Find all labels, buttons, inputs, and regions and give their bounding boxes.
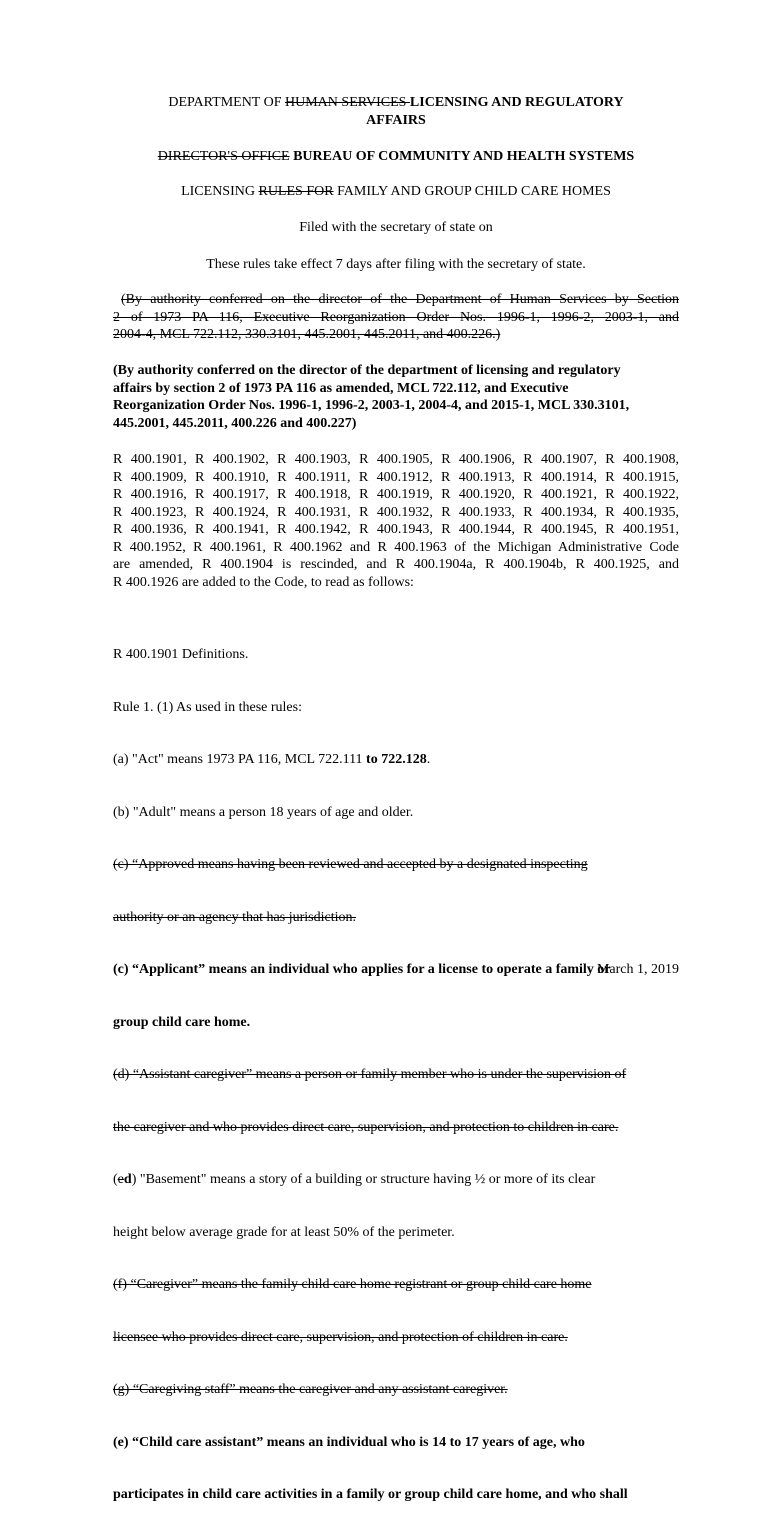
rule-list-line: R 400.1926 are added to the Code, to read as follows:	[113, 574, 414, 590]
old-authority-line: 2004-4, MCL 722.112, 330.3101, 445.2001, 445.2011, and 400.226.)	[113, 327, 501, 342]
footer-date: March 1, 2019	[596, 962, 679, 977]
rule-list	[113, 451, 679, 591]
office-new: BUREAU OF COMMUNITY AND HEALTH SYSTEMS	[289, 149, 635, 164]
rule-list-line: R 400.1909, R 400.1910, R 400.1911, R 400.1912, R 400.1913, R 400.1914, R 400.1915,	[113, 469, 679, 485]
department-heading	[113, 94, 679, 130]
dept-new-1: LICENSING AND REGULATORY	[409, 95, 624, 110]
def-a	[113, 751, 679, 769]
office-heading	[113, 148, 679, 166]
new-authority-line: affairs by section 2 of 1973 PA 116 as amended, MCL 722.112, and Executive	[113, 380, 569, 396]
rules-suffix: FAMILY AND GROUP CHILD CARE HOMES	[333, 184, 611, 199]
rules-prefix: LICENSING	[181, 184, 259, 199]
rule-list-line: are amended, R 400.1904 is rescinded, and R 400.1904a, R 400.1904b, R 400.1925, and	[113, 557, 679, 572]
def-ed-text-2: height below average grade for at least 50% of the perimeter.	[113, 1224, 455, 1240]
dept-new-2: AFFAIRS	[366, 113, 426, 128]
new-authority-line: Reorganization Order Nos. 1996-1, 1996-2, 2003-1, 2004-4, and 2015-1, MCL 330.3101,	[113, 398, 630, 413]
rule-list-line: R 400.1901, R 400.1902, R 400.1903, R 400.1905, R 400.1906, R 400.1907, R 400.1908,	[113, 452, 679, 467]
dept-struck: HUMAN SERVICES	[285, 95, 410, 110]
def-ed-open: (	[113, 1172, 118, 1187]
def-ed-e: e	[117, 1172, 124, 1187]
def-a-end: .	[426, 752, 431, 767]
rules-heading	[113, 183, 679, 201]
rule-list-line: R 400.1936, R 400.1941, R 400.1942, R 400.1943, R 400.1944, R 400.1945, R 400.1951,	[113, 522, 679, 537]
definitions-heading: R 400.1901 Definitions.	[113, 647, 249, 662]
def-c-struck: authority or an agency that has jurisdiction.	[113, 909, 356, 925]
dept-prefix: DEPARTMENT OF	[168, 95, 286, 110]
def-d-struck: (d) “Assistant caregiver” means a person or family member who is under the supervision of	[113, 1067, 627, 1082]
def-c-new: (c) “Applicant” means an individual who applies for a license to operate a family or	[113, 962, 611, 977]
new-authority	[113, 362, 679, 432]
def-a-text: (a) "Act" means 1973 PA 116, MCL 722.111	[113, 752, 367, 767]
rule-list-line: R 400.1923, R 400.1924, R 400.1931, R 400.1932, R 400.1933, R 400.1934, R 400.1935,	[113, 504, 679, 520]
def-e-new: participates in child care activities in a family or group child care home, and who shall	[113, 1487, 628, 1502]
old-authority	[113, 291, 679, 344]
def-ed	[113, 1171, 679, 1189]
def-ed-d: d	[123, 1172, 132, 1187]
def-f-struck: licensee who provides direct care, supervision, and protection of children in care.	[113, 1329, 568, 1345]
def-a-bold: to 722.128	[366, 752, 427, 767]
def-d-struck: the caregiver and who provides direct care, supervision, and protection to children in care.	[113, 1119, 619, 1135]
def-c-new: group child care home.	[113, 1014, 251, 1030]
def-g-struck: (g) “Caregiving staff” means the caregiver and any assistant caregiver.	[113, 1382, 508, 1397]
rules-struck: RULES FOR	[258, 184, 334, 199]
old-authority-line: 2 of 1973 PA 116, Executive Reorganization Order Nos. 1996-1, 1996-2, 2003-1, and	[113, 309, 679, 325]
def-c-struck: (c) “Approved means having been reviewed and accepted by a designated inspecting	[113, 857, 588, 872]
definitions	[113, 611, 679, 1539]
def-f-struck: (f) “Caregiver” means the family child care home registrant or group child care home	[113, 1277, 592, 1292]
filed-line: Filed with the secretary of state on	[299, 220, 493, 235]
new-authority-line: 445.2001, 445.2011, 400.226 and 400.227)	[113, 415, 357, 431]
effect-line: These rules take effect 7 days after filing with the secretary of state.	[206, 257, 586, 272]
new-authority-line: (By authority conferred on the director of the department of licensing and regulatory	[113, 363, 621, 378]
office-struck: DIRECTOR'S OFFICE	[157, 149, 290, 164]
rule-list-line: R 400.1952, R 400.1961, R 400.1962 and R 400.1963 of the Michigan Administrative Code	[113, 539, 679, 555]
old-authority-line: (By authority conferred on the director of the Department of Human Services by Section	[121, 292, 679, 307]
def-b: (b) "Adult" means a person 18 years of age and older.	[113, 804, 414, 820]
rule-list-line: R 400.1916, R 400.1917, R 400.1918, R 400.1919, R 400.1920, R 400.1921, R 400.1922,	[113, 487, 679, 502]
def-e-new: (e) “Child care assistant” means an individual who is 14 to 17 years of age, who	[113, 1434, 585, 1450]
rule1-line: Rule 1. (1) As used in these rules:	[113, 699, 302, 715]
def-ed-text: ) "Basement" means a story of a building or structure having ½ or more of its clear	[131, 1172, 596, 1187]
